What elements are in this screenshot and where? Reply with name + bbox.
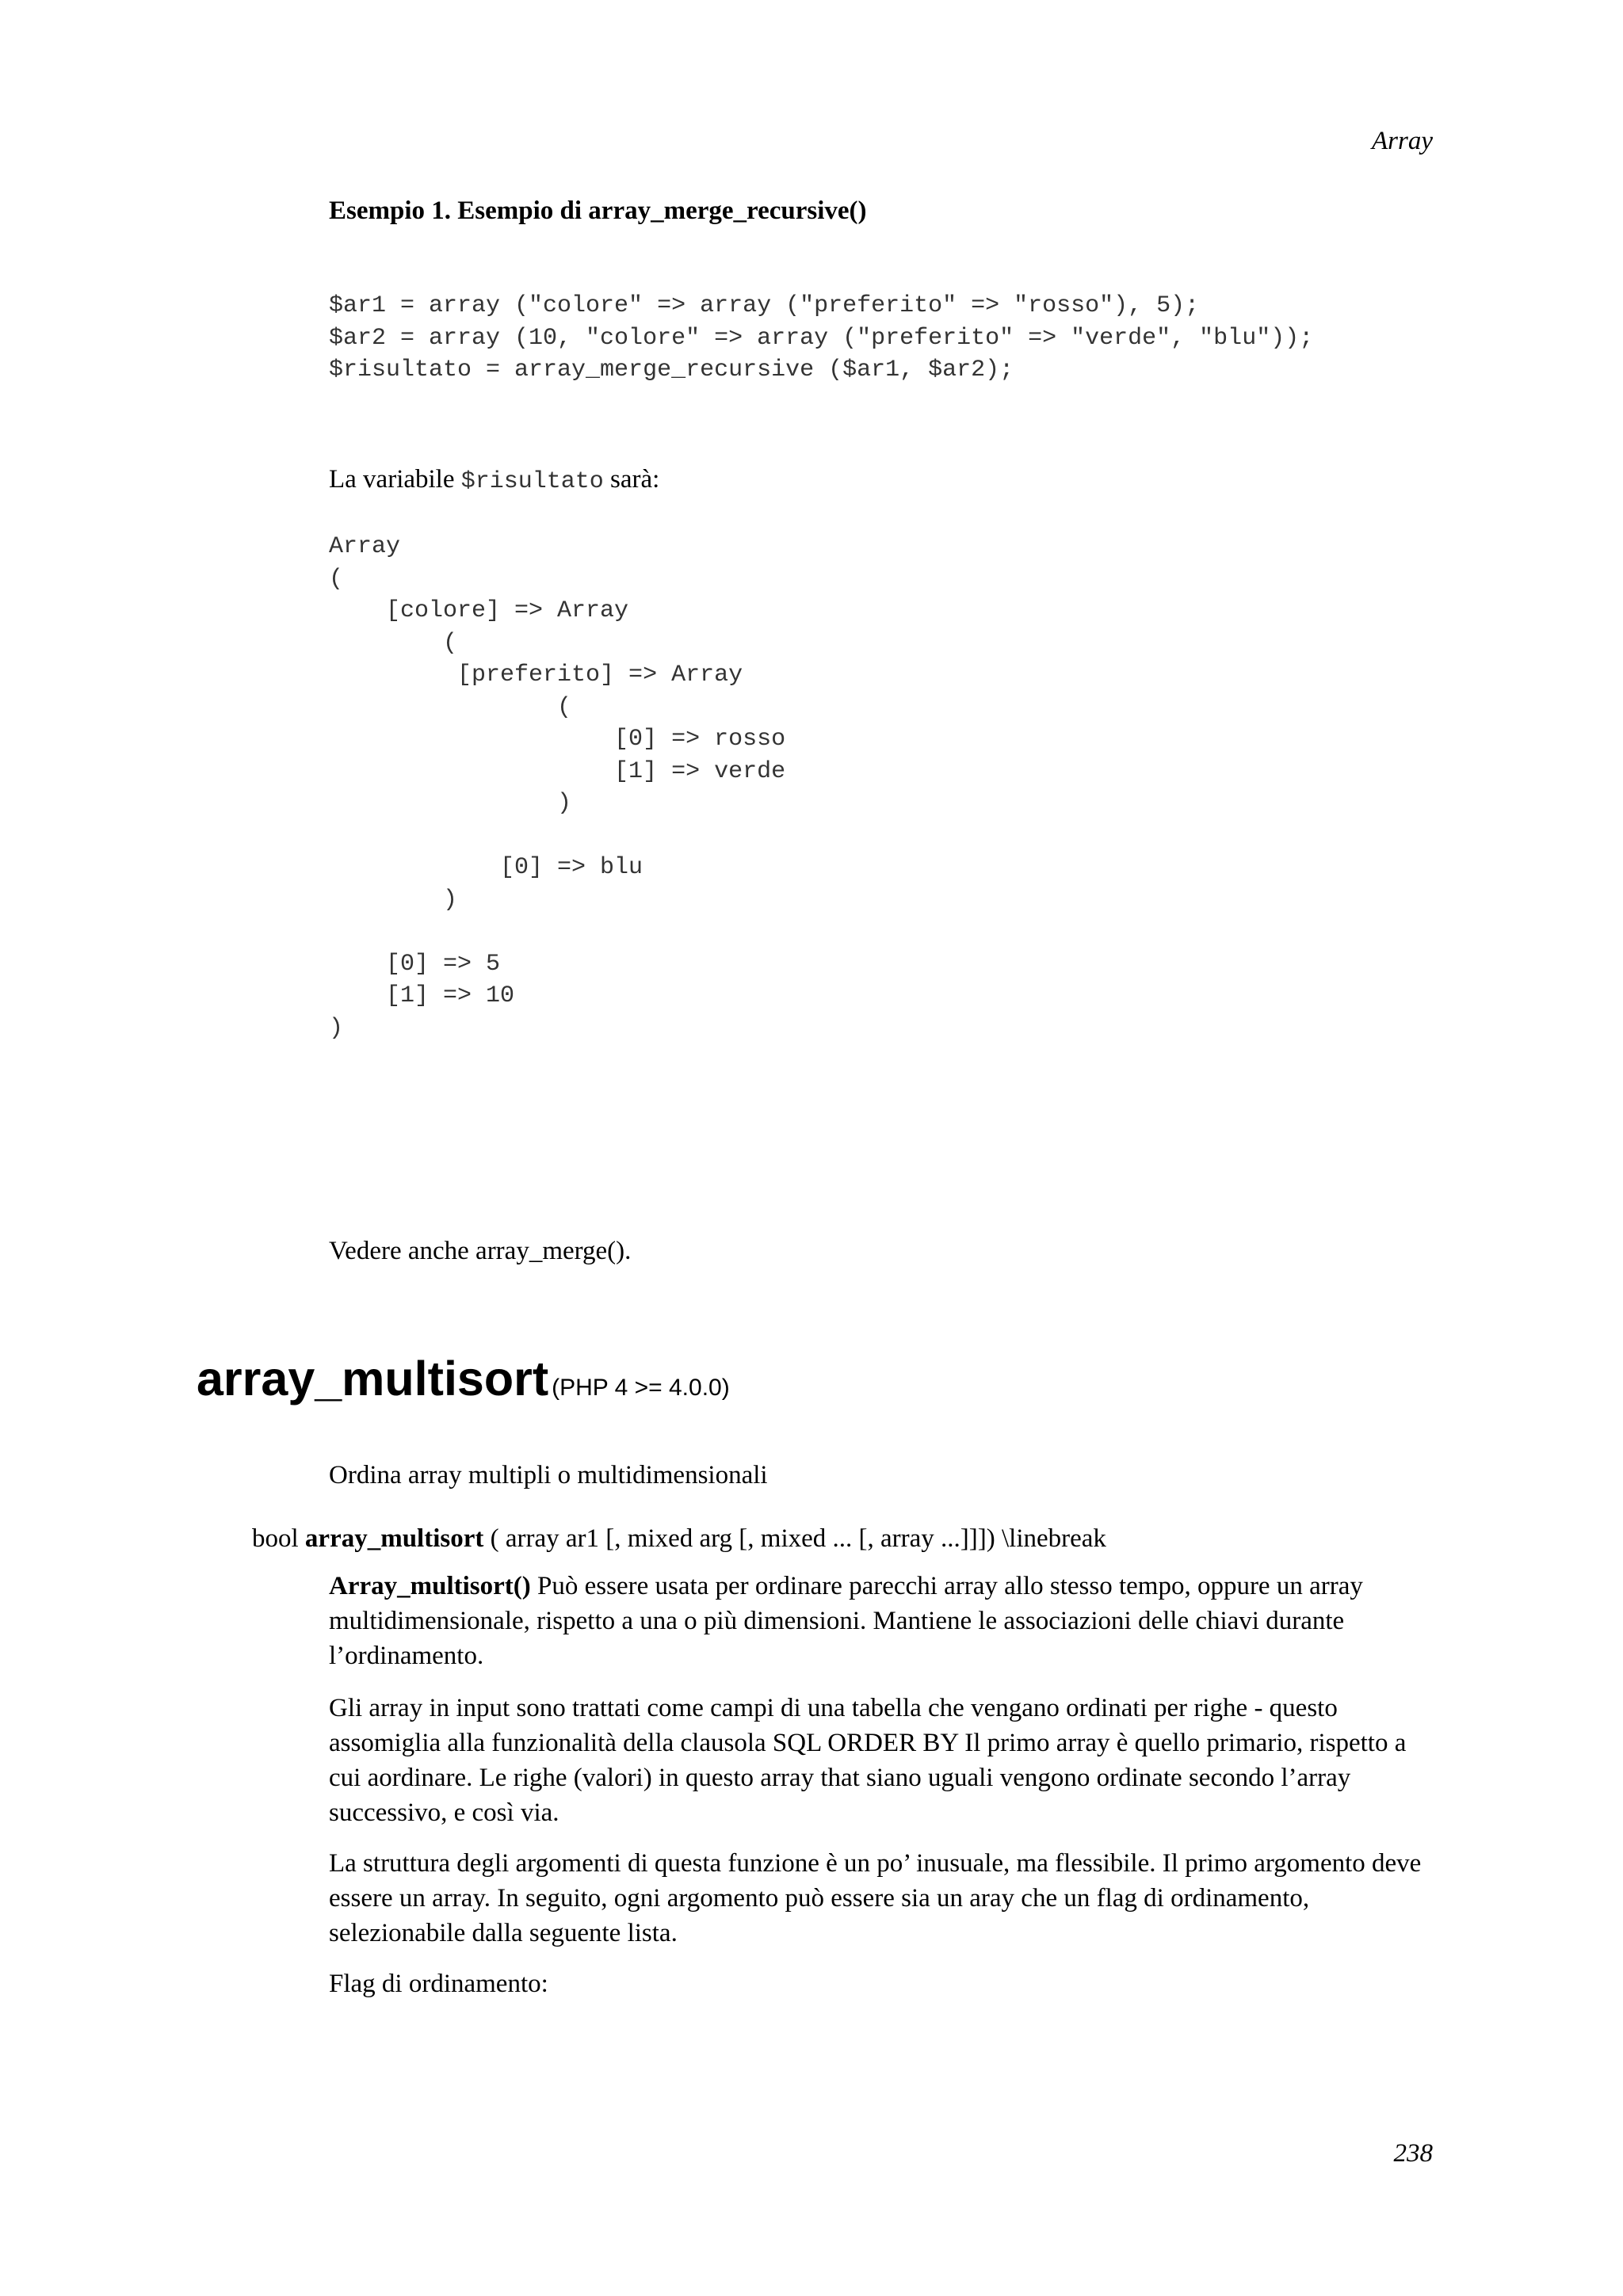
synopsis-name: array_multisort xyxy=(304,1524,484,1553)
output-line: Array xyxy=(329,533,401,560)
output-line: [0] => 5 xyxy=(329,950,501,978)
page-number: 238 xyxy=(1393,2139,1433,2168)
function-synopsis xyxy=(252,1521,1106,1556)
description-paragraph xyxy=(329,1569,1438,1673)
output-line: [preferito] => Array xyxy=(329,662,743,688)
code-line: $ar1 = array ("colore" => array ("preferito" => "rosso"), 5); xyxy=(329,292,1200,319)
description-bold-term: Array_multisort() xyxy=(329,1572,531,1600)
output-line: [0] => blu xyxy=(329,854,643,881)
function-version: (PHP 4 >= 4.0.0) xyxy=(552,1375,730,1401)
running-header: Array xyxy=(1372,127,1433,155)
output-code-block xyxy=(329,531,785,1044)
example-title: Esempio 1. Esempio di array_merge_recursive() xyxy=(329,196,867,225)
synopsis-args: ( array ar1 [, mixed arg [, mixed ... [, array ...]]]) \linebreak xyxy=(483,1524,1106,1553)
result-intro-text: sarà: xyxy=(603,465,660,494)
function-purpose: Ordina array multipli o multidimensionali xyxy=(329,1461,768,1489)
description-paragraph: Gli array in input sono trattati come campi di una tabella che vengano ordinati per righe - questo assomiglia alla funzionalità della clausola SQL ORDER BY Il primo array è quello primario, rispetto a cui aordinare. Le righe (valori) in questo array that siano uguali vengono ordinate secondo l’array successivo, e così via. xyxy=(329,1694,1407,1827)
synopsis-type: bool xyxy=(252,1524,305,1553)
output-line: ) xyxy=(329,1014,344,1042)
output-line: [1] => verde xyxy=(329,757,786,785)
output-line: ( xyxy=(329,693,572,721)
inline-code-variable: $risultato xyxy=(460,468,604,495)
output-line: [colore] => Array xyxy=(329,597,629,624)
description-text: Può essere usata per ordinare parecchi array allo stesso tempo, oppure un array multidimensionale, rispetto a una o più dimensioni. Mantiene le associazioni delle chiavi durante l’ordinamento. xyxy=(329,1572,1363,1670)
output-line: ( xyxy=(329,565,344,593)
output-line: ( xyxy=(329,629,458,657)
output-line: ) xyxy=(329,790,572,817)
code-line: $ar2 = array (10, "colore" => array ("preferito" => "verde", "blu")); xyxy=(329,324,1314,352)
example-code-block xyxy=(329,290,1313,387)
output-line: ) xyxy=(329,886,458,913)
output-line: [1] => 10 xyxy=(329,982,515,1009)
flags-label: Flag di ordinamento: xyxy=(329,1970,548,1998)
result-intro xyxy=(329,462,659,499)
code-line: $risultato = array_merge_recursive ($ar1, $ar2); xyxy=(329,357,1014,383)
result-intro-text: La variabile xyxy=(329,465,461,494)
see-also: Vedere anche array_merge(). xyxy=(329,1237,632,1265)
description-paragraph: La struttura degli argomenti di questa funzione è un po’ inusuale, ma flessibile. Il primo argomento deve essere un array. In seguito, ogni argomento può essere sia un aray che un flag di ordinamento, selezionabile dalla seguente lista. xyxy=(329,1849,1422,1947)
function-heading xyxy=(197,1351,730,1406)
function-name: array_multisort xyxy=(197,1352,549,1405)
output-line: [0] => rosso xyxy=(329,726,786,753)
